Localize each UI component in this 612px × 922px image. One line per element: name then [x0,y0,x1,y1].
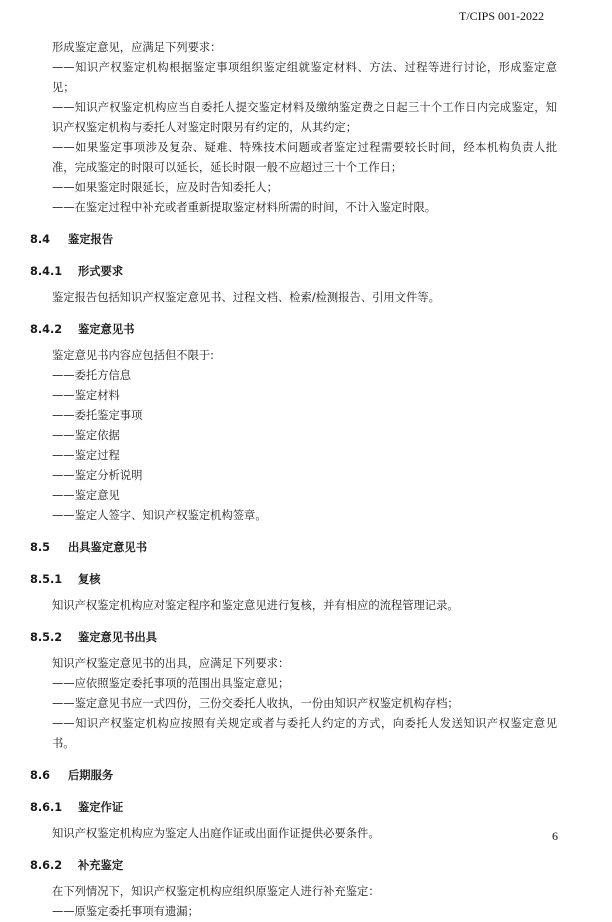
list-item: ——委托鉴定事项 [52,409,143,422]
section-heading-8-6-1 [30,798,535,818]
section-number: 8.4.2 [30,323,63,336]
intro-line: ——知识产权鉴定机构应当自委托人提交鉴定材料及缴纳鉴定费之日起三十个工作日内完成鉴定，知识产权鉴定机构与委托人对鉴定时限另有约定的，从其约定； [52,101,557,134]
section-title: 鉴定报告 [67,233,114,246]
section-heading-8-4-2 [30,320,535,340]
intro-line: ——如果鉴定时限延长，应及时告知委托人； [52,181,278,194]
section-body: 知识产权鉴定机构应对鉴定程序和鉴定意见进行复核，并有相应的流程管理记录。 [52,599,459,612]
list-item: ——知识产权鉴定机构应按照有关规定或者与委托人约定的方式，向委托人发送知识产权鉴定意见书。 [52,717,557,750]
section-title: 出具鉴定意见书 [67,541,148,554]
section-heading-8-4 [30,230,535,250]
section-title: 鉴定作证 [77,801,124,814]
list-item: ——鉴定意见 [52,489,120,502]
section-body: 鉴定报告包括知识产权鉴定意见书、过程文档、检索/检测报告、引用文件等。 [52,291,440,304]
section-heading-8-5-1 [30,570,535,590]
intro-line: 形成鉴定意见，应满足下列要求： [52,41,222,54]
page-content [30,38,557,922]
list-item: ——委托方信息 [52,369,132,382]
section-heading-8-6 [30,766,535,786]
page-number: 6 [552,829,558,843]
list-item: ——鉴定意见书应一式四份，三份交委托人收执，一份由知识产权鉴定机构存档； [52,697,459,710]
list-intro: 在下列情况下，知识产权鉴定机构应组织原鉴定人进行补充鉴定： [52,885,380,898]
list-intro: 知识产权鉴定意见书的出具，应满足下列要求： [52,657,290,670]
section-title: 鉴定意见书 [77,323,135,336]
section-number: 8.5.1 [30,573,63,586]
section-number: 8.5.2 [30,631,63,644]
list-item: ——应依照鉴定委托事项的范围出具鉴定意见； [52,677,290,690]
section-number: 8.5 [30,541,51,554]
section-title: 复核 [77,573,101,586]
section-title: 后期服务 [67,769,114,782]
section-body: 知识产权鉴定机构应为鉴定人出庭作证或出面作证提供必要条件。 [52,827,380,840]
intro-line: ——知识产权鉴定机构根据鉴定事项组织鉴定组就鉴定材料、方法、过程等进行讨论，形成鉴定意见； [52,61,557,94]
list-item: ——鉴定材料 [52,389,120,402]
list-item: ——鉴定人签字、知识产权鉴定机构签章。 [52,509,267,522]
section-heading-8-5 [30,538,535,558]
section-number: 8.6.1 [30,801,63,814]
list-item: ——原鉴定委托事项有遗漏； [52,905,199,918]
section-title: 补充鉴定 [77,859,124,872]
intro-line: ——在鉴定过程中补充或者重新提取鉴定材料所需的时间，不计入鉴定时限。 [52,201,437,214]
section-number: 8.4.1 [30,265,63,278]
section-number: 8.6 [30,769,51,782]
list-intro: 鉴定意见书内容应包括但不限于: [52,349,214,362]
section-heading-8-5-2 [30,628,535,648]
document-code: T/CIPS 001-2022 [458,9,544,23]
section-number: 8.4 [30,233,51,246]
section-title: 形式要求 [77,265,124,278]
list-item: ——鉴定过程 [52,449,120,462]
section-title: 鉴定意见书出具 [77,631,158,644]
section-heading-8-4-1 [30,262,535,282]
list-item: ——鉴定分析说明 [52,469,143,482]
section-number: 8.6.2 [30,859,63,872]
list-item: ——鉴定依据 [52,429,120,442]
section-heading-8-6-2 [30,856,535,876]
intro-line: ——如果鉴定事项涉及复杂、疑难、特殊技术问题或者鉴定过程需要较长时间，经本机构负责人批准，完成鉴定的时限可以延长，延长时限一般不应超过三十个工作日； [52,141,557,174]
